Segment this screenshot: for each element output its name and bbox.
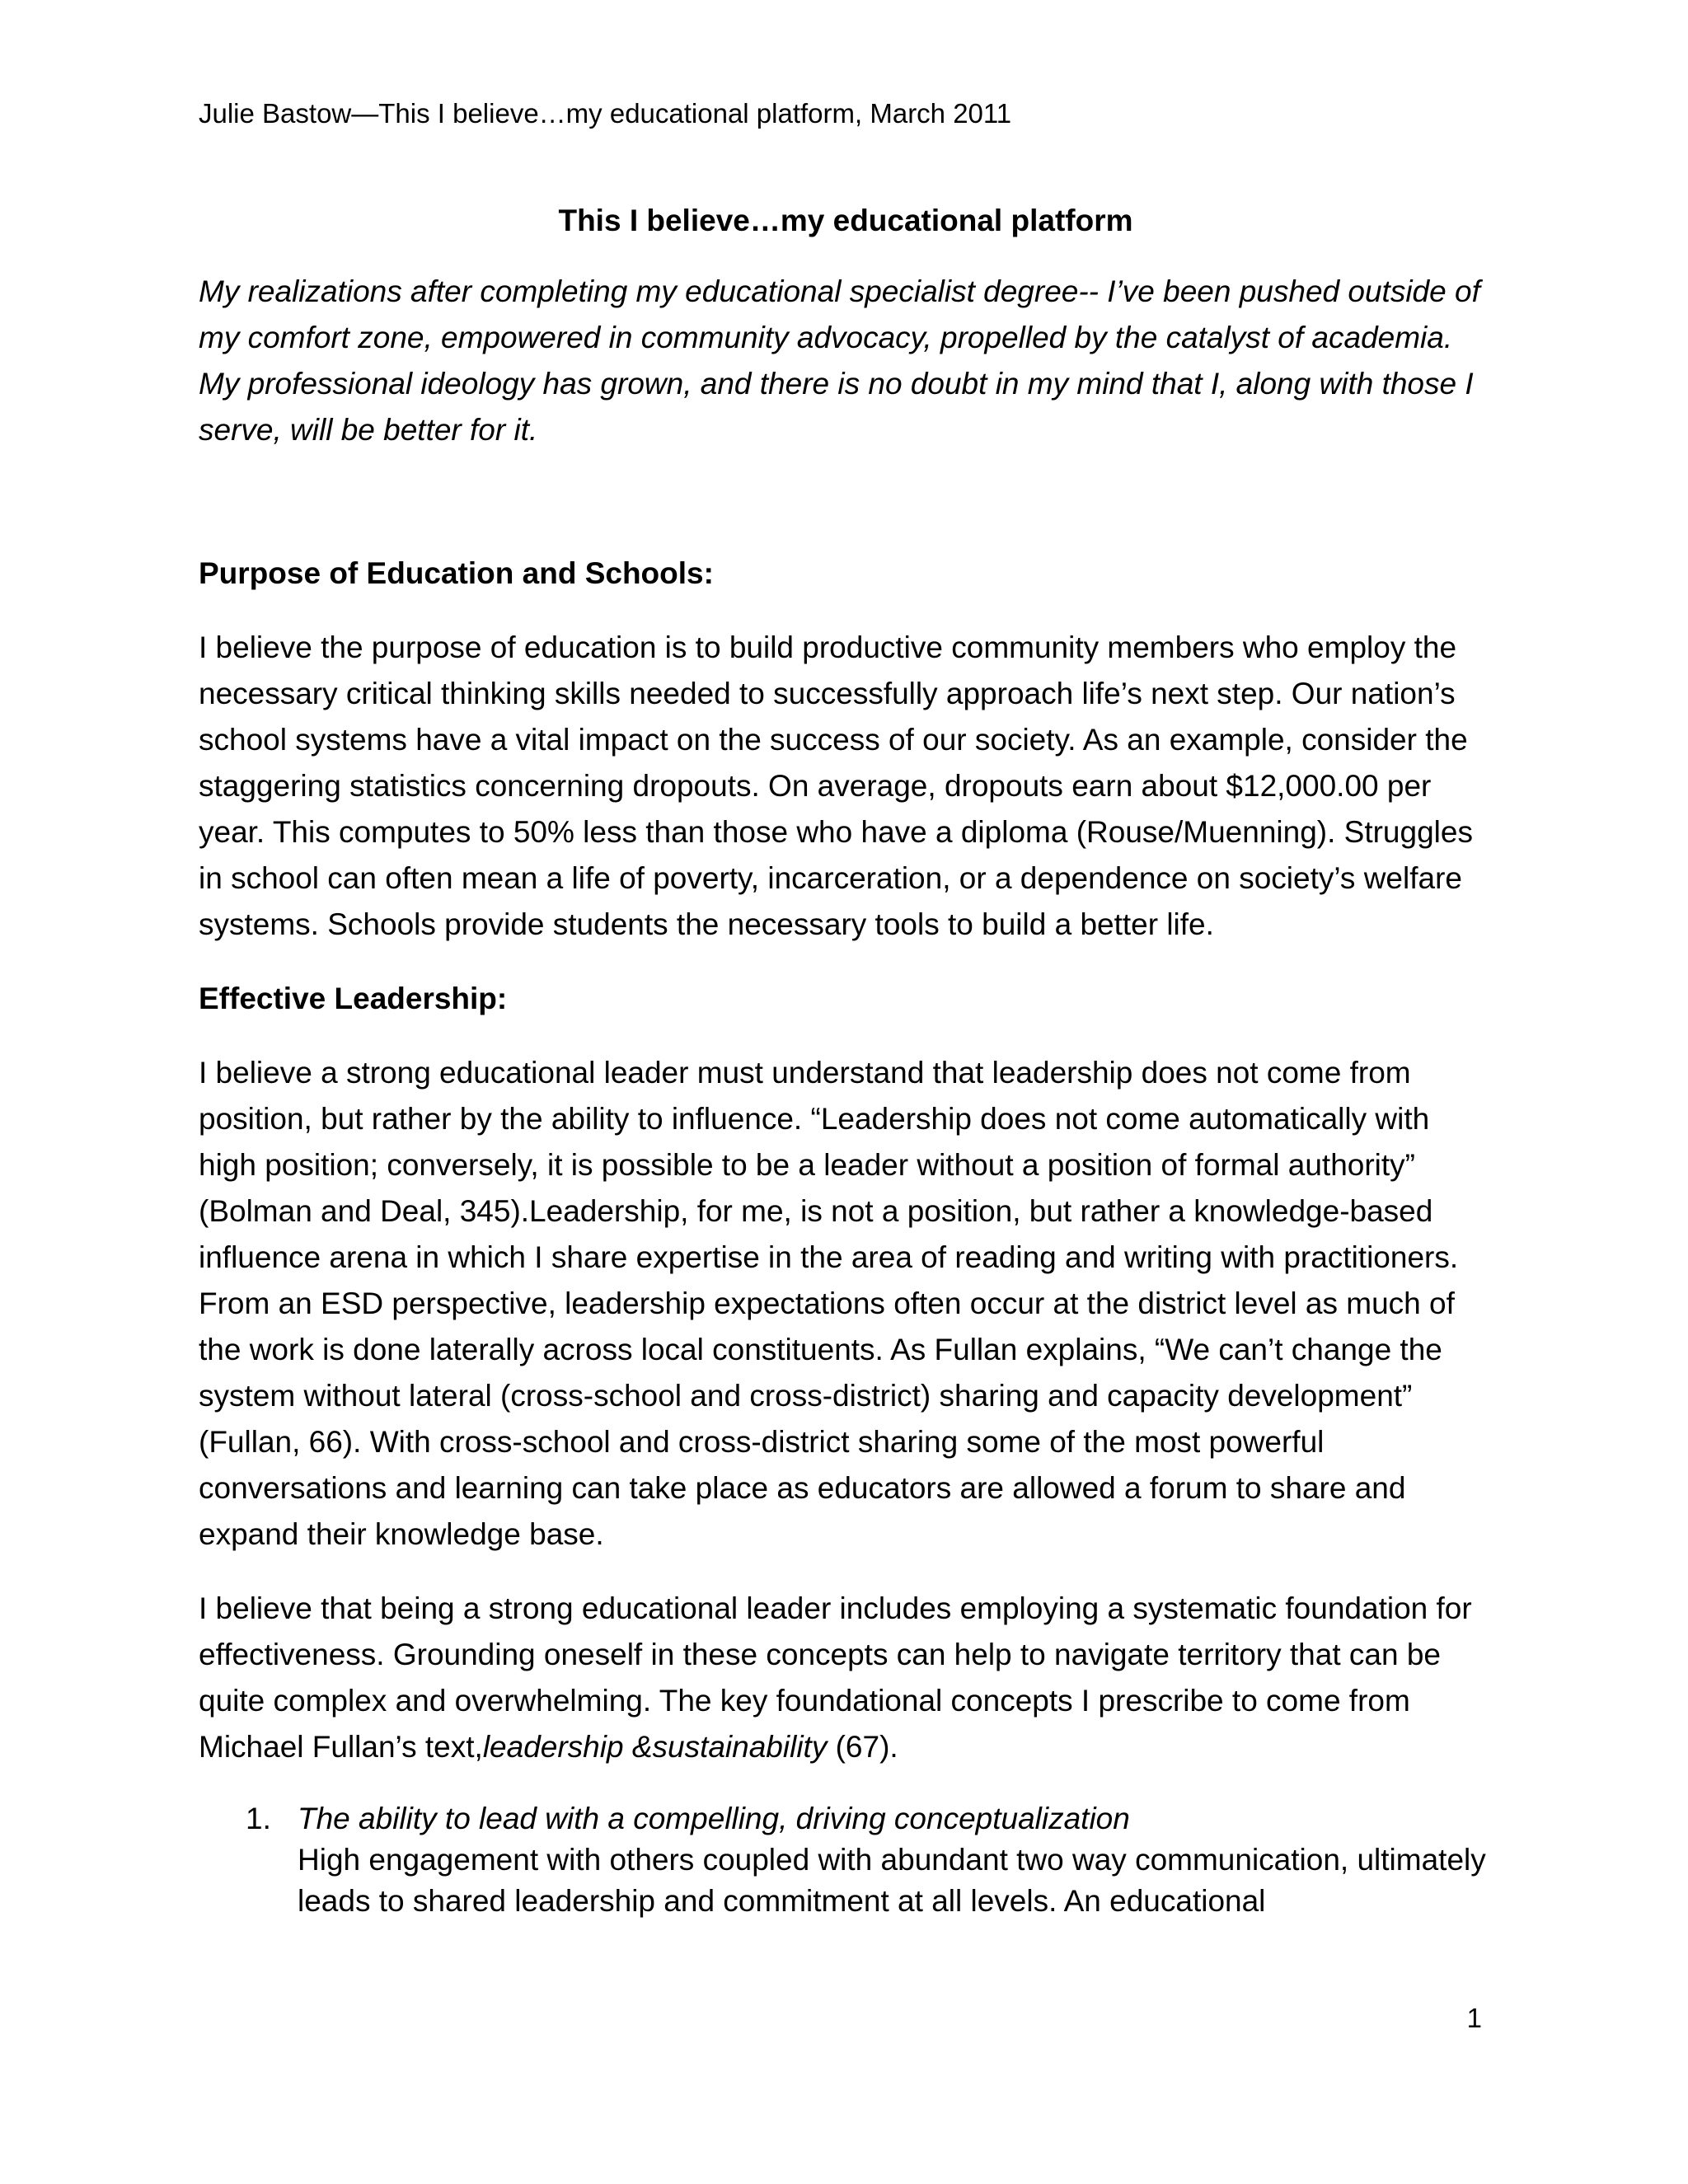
leadership-paragraph-2: [199, 1586, 1493, 1770]
book-title: leadership &sustainability: [482, 1730, 828, 1764]
paragraph-2-citation: (67).: [827, 1730, 898, 1764]
paragraph-2-text: I believe that being a strong educational leader includes employing a systematic foundation for effectiveness. Grounding oneself in these concepts can help to navigate territory that can be quite complex and overwhelming. The key foundational concepts I prescribe to come from Michael Fullan’s text,: [199, 1591, 1472, 1764]
list-item-number: 1.: [246, 1802, 271, 1835]
section-heading-purpose: Purpose of Education and Schools:: [199, 556, 714, 590]
list-item-text: High engagement with others coupled with abundant two way communication, ultimately leads to shared leadership and commitment at all levels. An educational: [298, 1843, 1486, 1918]
leadership-paragraph-1: I believe a strong educational leader must understand that leadership does not come from position, but rather by the ability to influence. “Leadership does not come automatically with high position; conversely, it is possible to be a leader without a position of formal authority” (Bolman and Deal, 345).Leadership, for me, is not a position, but rather a knowledge-based influence arena in which I share expertise in the area of reading and writing with practitioners. From an ESD perspective, leadership expectations often occur at the district level as much of the work is done laterally across local constituents. As Fullan explains, “We can’t change the system without lateral (cross-school and cross-district) sharing and capacity development” (Fullan, 66). With cross-school and cross-district sharing some of the most powerful conversations and learning can take place as educators are allowed a forum to share and expand their knowledge base.: [199, 1056, 1459, 1551]
foundational-concepts-list: [199, 1798, 1493, 1922]
list-item: [199, 1798, 1493, 1922]
intro-paragraph: My realizations after completing my educational specialist degree-- I’ve been pushed outside of my comfort zone, empowered in community advocacy, propelled by the catalyst of academia. My professional ideology has grown, and there is no doubt in my mind that I, along with those I serve, will be better for it.: [199, 274, 1480, 447]
running-header: Julie Bastow—This I believe…my educational platform, March 2011: [199, 98, 1012, 129]
document-body: [199, 198, 1493, 1922]
page-number: 1: [1466, 2003, 1482, 2033]
purpose-paragraph: I believe the purpose of education is to build productive community members who employ the necessary critical thinking skills needed to successfully approach life’s next step. Our nation’s school systems have a vital impact on the success of our society. As an example, consider the staggering statistics concerning dropouts. On average, dropouts earn about $12,000.00 per year. This computes to 50% less than those who have a diploma (Rouse/Muenning). Struggles in school can often mean a life of poverty, incarceration, or a dependence on society’s welfare systems. Schools provide students the necessary tools to build a better life.: [199, 630, 1473, 941]
document-title: This I believe…my educational platform: [558, 204, 1133, 237]
list-item-title: The ability to lead with a compelling, driving conceptualization: [298, 1802, 1130, 1835]
section-heading-leadership: Effective Leadership:: [199, 982, 508, 1015]
